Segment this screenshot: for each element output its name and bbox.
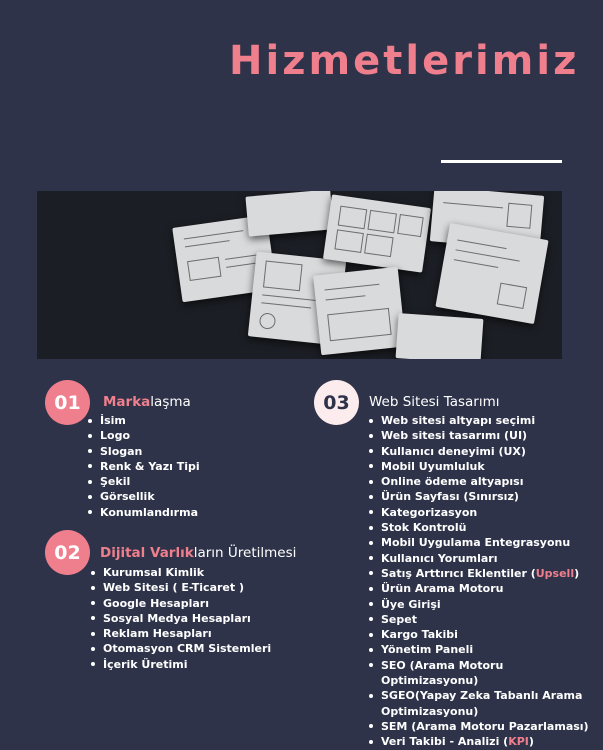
section-title-branding bbox=[103, 394, 191, 410]
section-title-digital-assets bbox=[100, 545, 296, 561]
hero-image bbox=[37, 191, 562, 359]
list-item: Kurumsal Kimlik bbox=[87, 565, 271, 580]
list-item: Sosyal Medya Hesapları bbox=[87, 611, 271, 626]
kpi-highlight: KPI bbox=[508, 735, 529, 749]
section-title-rest: ların Üretilmesi bbox=[193, 545, 297, 561]
title-divider bbox=[441, 160, 562, 163]
list-item: Renk & Yazı Tipi bbox=[84, 459, 200, 474]
list-item: Yönetim Paneli bbox=[365, 642, 600, 657]
list-item: Google Hesapları bbox=[87, 596, 271, 611]
section-number-02: 02 bbox=[45, 530, 90, 575]
list-item: Web sitesi tasarımı (UI) bbox=[365, 428, 600, 443]
list-item bbox=[365, 566, 600, 581]
list-item: Kargo Takibi bbox=[365, 627, 600, 642]
list-item-text: Veri Takibi - Analizi ( bbox=[381, 735, 509, 749]
list-item: SEO (Arama Motoru Optimizasyonu) bbox=[365, 658, 600, 689]
digital-assets-list bbox=[87, 565, 271, 672]
section-number-03: 03 bbox=[314, 380, 359, 425]
list-item: Kullanıcı deneyimi (UX) bbox=[365, 444, 600, 459]
list-item: Şekil bbox=[84, 474, 200, 489]
list-item: Sepet bbox=[365, 612, 600, 627]
section-title-web-design: Web Sitesi Tasarımı bbox=[369, 394, 500, 410]
list-item: Görsellik bbox=[84, 489, 200, 504]
list-item bbox=[365, 734, 600, 749]
list-item: SGEO(Yapay Zeka Tabanlı Arama Optimizasyonu) bbox=[365, 688, 600, 719]
web-design-list bbox=[365, 413, 600, 750]
list-item: Otomasyon CRM Sistemleri bbox=[87, 641, 271, 656]
section-title-rest: laşma bbox=[150, 394, 191, 410]
list-item: Slogan bbox=[84, 444, 200, 459]
list-item: Web Sitesi ( E-Ticaret ) bbox=[87, 580, 271, 595]
list-item: Kullanıcı Yorumları bbox=[365, 551, 600, 566]
list-item: Stok Kontrolü bbox=[365, 520, 600, 535]
list-item: Reklam Hesapları bbox=[87, 626, 271, 641]
section-title-accent: Marka bbox=[103, 394, 151, 410]
list-item: İsim bbox=[84, 413, 200, 428]
branding-list bbox=[84, 413, 200, 520]
list-item: Üye Girişi bbox=[365, 597, 600, 612]
list-item: Web sitesi altyapı seçimi bbox=[365, 413, 600, 428]
close-paren: ) bbox=[574, 566, 580, 580]
list-item: Mobil Uygulama Entegrasyonu bbox=[365, 535, 600, 550]
page-title: Hizmetlerimiz bbox=[229, 38, 580, 84]
list-item: Ürün Sayfası (Sınırsız) bbox=[365, 489, 600, 504]
upsell-highlight: Upsell bbox=[535, 566, 575, 580]
close-paren: ) bbox=[528, 735, 534, 749]
list-item: İçerik Üretimi bbox=[87, 657, 271, 672]
list-item: Online ödeme altyapısı bbox=[365, 474, 600, 489]
list-item: Logo bbox=[84, 428, 200, 443]
list-item: SEM (Arama Motoru Pazarlaması) bbox=[365, 719, 600, 734]
section-title-accent: Dijital Varlık bbox=[100, 545, 194, 561]
list-item: Kategorizasyon bbox=[365, 505, 600, 520]
list-item-text: Satış Arttırıcı Eklentiler ( bbox=[381, 566, 536, 580]
section-number-01: 01 bbox=[45, 380, 90, 425]
list-item: Ürün Arama Motoru bbox=[365, 581, 600, 596]
list-item: Mobil Uyumluluk bbox=[365, 459, 600, 474]
list-item: Konumlandırma bbox=[84, 505, 200, 520]
